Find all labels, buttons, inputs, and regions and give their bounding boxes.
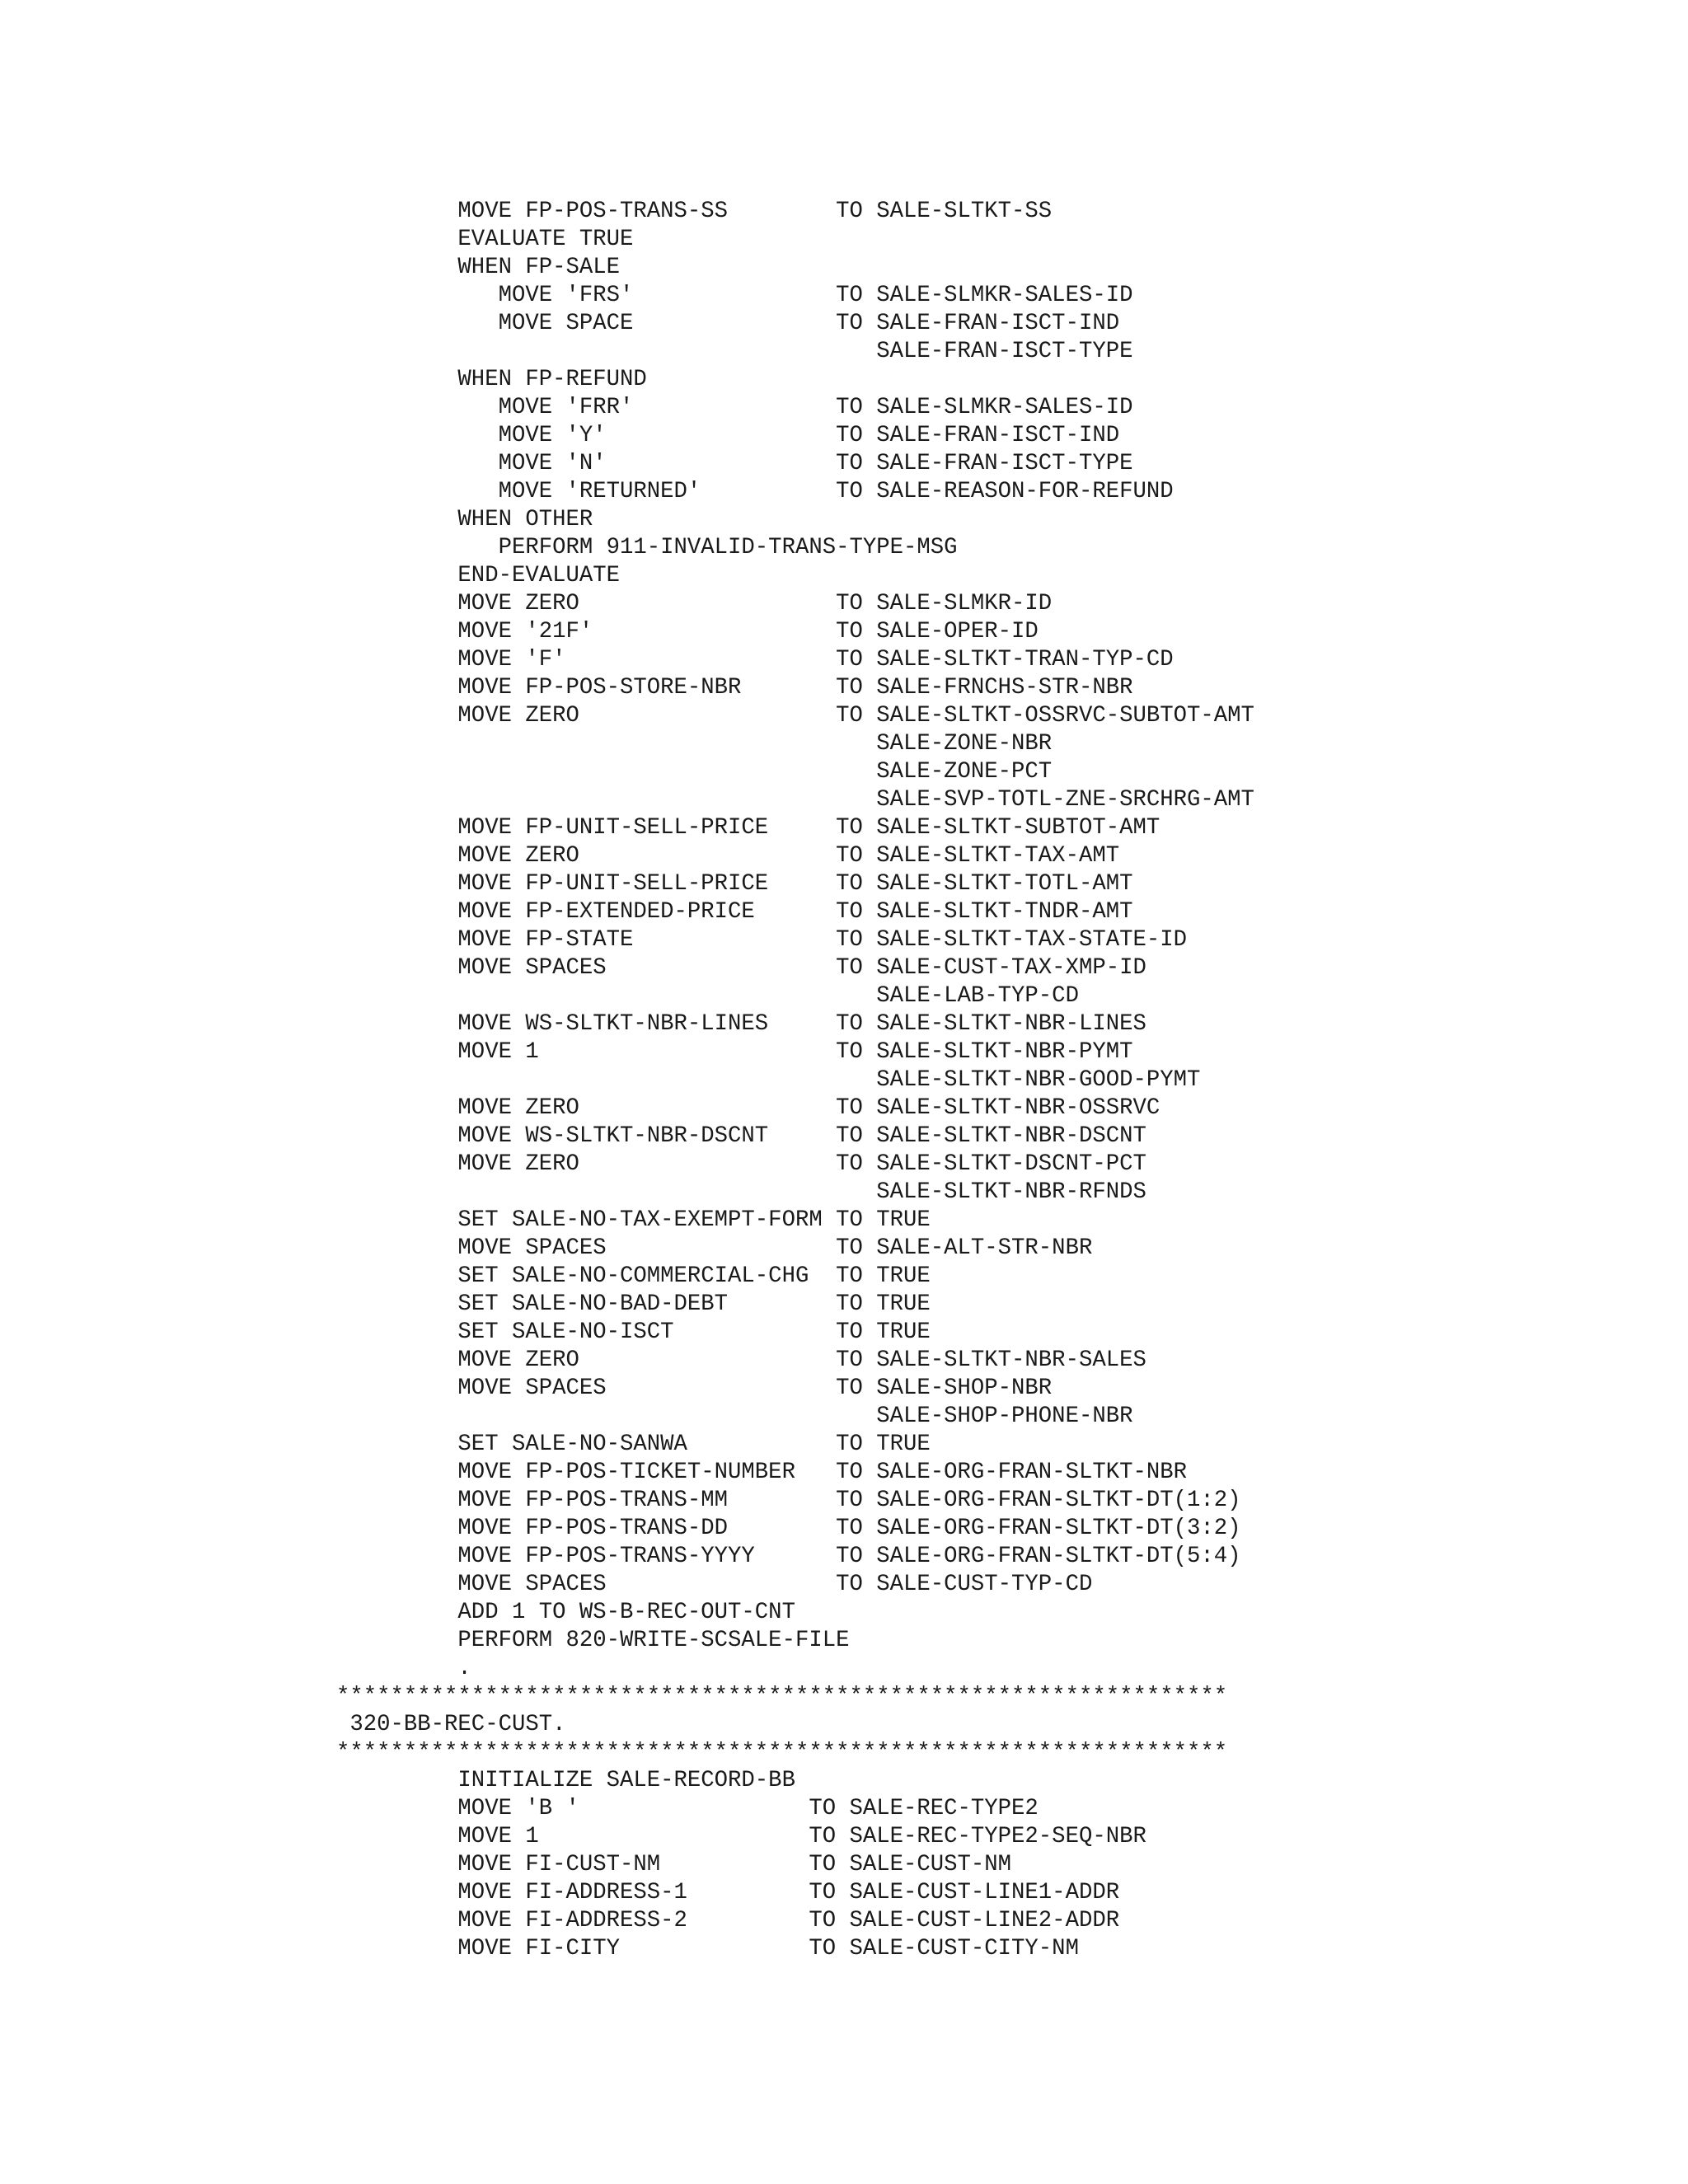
- code-line: MOVE FI-ADDRESS-2 TO SALE-CUST-LINE2-ADDR: [336, 1908, 1120, 1933]
- code-line: MOVE 'Y' TO SALE-FRAN-ISCT-IND: [336, 423, 1120, 448]
- code-line: SET SALE-NO-COMMERCIAL-CHG TO TRUE: [336, 1263, 931, 1289]
- code-line: MOVE ZERO TO SALE-SLTKT-OSSRVC-SUBTOT-AMT: [336, 703, 1254, 729]
- code-line: MOVE 'FRS' TO SALE-SLMKR-SALES-ID: [336, 283, 1133, 308]
- code-line: ADD 1 TO WS-B-REC-OUT-CNT: [336, 1600, 795, 1625]
- code-line: MOVE FI-ADDRESS-1 TO SALE-CUST-LINE1-ADDR: [336, 1880, 1120, 1905]
- code-line: INITIALIZE SALE-RECORD-BB: [336, 1768, 795, 1793]
- code-line: MOVE ZERO TO SALE-SLMKR-ID: [336, 591, 1053, 616]
- code-line: WHEN FP-REFUND: [336, 367, 647, 392]
- code-line: MOVE 'F' TO SALE-SLTKT-TRAN-TYP-CD: [336, 647, 1174, 673]
- code-line: MOVE FP-STATE TO SALE-SLTKT-TAX-STATE-ID: [336, 927, 1187, 953]
- code-line: MOVE 1 TO SALE-SLTKT-NBR-PYMT: [336, 1039, 1133, 1065]
- separator-line: ******************************************************************: [336, 1684, 1228, 1709]
- code-line: WHEN OTHER: [336, 507, 593, 532]
- code-line: MOVE FP-POS-TICKET-NUMBER TO SALE-ORG-FRAN-SLTKT-NBR: [336, 1460, 1187, 1485]
- code-line: SET SALE-NO-SANWA TO TRUE: [336, 1432, 931, 1457]
- code-line: PERFORM 820-WRITE-SCSALE-FILE: [336, 1628, 850, 1653]
- code-line: .: [336, 1656, 471, 1681]
- code-line: MOVE FP-UNIT-SELL-PRICE TO SALE-SLTKT-SUBTOT-AMT: [336, 815, 1160, 841]
- code-line: SALE-SLTKT-NBR-RFNDS: [336, 1179, 1146, 1205]
- code-line: MOVE WS-SLTKT-NBR-LINES TO SALE-SLTKT-NBR-LINES: [336, 1011, 1146, 1037]
- code-line: SALE-SHOP-PHONE-NBR: [336, 1404, 1133, 1429]
- code-line: 320-BB-REC-CUST.: [336, 1712, 566, 1737]
- code-line: MOVE WS-SLTKT-NBR-DSCNT TO SALE-SLTKT-NBR-DSCNT: [336, 1123, 1146, 1149]
- code-line: MOVE 'FRR' TO SALE-SLMKR-SALES-ID: [336, 395, 1133, 420]
- code-line: PERFORM 911-INVALID-TRANS-TYPE-MSG: [336, 535, 958, 560]
- code-line: MOVE FP-POS-TRANS-MM TO SALE-ORG-FRAN-SLTKT-DT(1:2): [336, 1488, 1241, 1513]
- code-line: SET SALE-NO-TAX-EXEMPT-FORM TO TRUE: [336, 1207, 931, 1233]
- code-line: MOVE ZERO TO SALE-SLTKT-NBR-SALES: [336, 1347, 1146, 1373]
- code-line: WHEN FP-SALE: [336, 255, 620, 280]
- code-line: MOVE FP-EXTENDED-PRICE TO SALE-SLTKT-TNDR-AMT: [336, 899, 1133, 925]
- code-line: MOVE SPACE TO SALE-FRAN-ISCT-IND: [336, 311, 1120, 336]
- code-line: MOVE 'RETURNED' TO SALE-REASON-FOR-REFUND: [336, 479, 1174, 504]
- code-line: MOVE SPACES TO SALE-ALT-STR-NBR: [336, 1235, 1093, 1261]
- code-line: MOVE FI-CUST-NM TO SALE-CUST-NM: [336, 1852, 1012, 1877]
- code-line: SALE-FRAN-ISCT-TYPE: [336, 339, 1133, 364]
- code-line: MOVE FP-UNIT-SELL-PRICE TO SALE-SLTKT-TOTL-AMT: [336, 871, 1133, 897]
- code-line: END-EVALUATE: [336, 563, 620, 588]
- code-line: MOVE FP-POS-TRANS-YYYY TO SALE-ORG-FRAN-SLTKT-DT(5:4): [336, 1544, 1241, 1569]
- code-line: SET SALE-NO-ISCT TO TRUE: [336, 1319, 931, 1345]
- code-line: MOVE FI-CITY TO SALE-CUST-CITY-NM: [336, 1936, 1079, 1961]
- code-line: MOVE ZERO TO SALE-SLTKT-DSCNT-PCT: [336, 1151, 1146, 1177]
- code-listing: [336, 198, 1254, 1963]
- code-line: MOVE FP-POS-TRANS-DD TO SALE-ORG-FRAN-SLTKT-DT(3:2): [336, 1516, 1241, 1541]
- code-line: MOVE SPACES TO SALE-CUST-TAX-XMP-ID: [336, 955, 1146, 981]
- code-line: MOVE 1 TO SALE-REC-TYPE2-SEQ-NBR: [336, 1824, 1146, 1849]
- code-line: MOVE '21F' TO SALE-OPER-ID: [336, 619, 1039, 644]
- code-line: SALE-ZONE-PCT: [336, 759, 1053, 785]
- code-line: MOVE ZERO TO SALE-SLTKT-NBR-OSSRVC: [336, 1095, 1160, 1121]
- code-line: SALE-LAB-TYP-CD: [336, 983, 1079, 1009]
- code-line: SALE-SVP-TOTL-ZNE-SRCHRG-AMT: [336, 787, 1254, 813]
- code-line: SET SALE-NO-BAD-DEBT TO TRUE: [336, 1291, 931, 1317]
- code-line: MOVE SPACES TO SALE-SHOP-NBR: [336, 1376, 1053, 1401]
- code-line: MOVE ZERO TO SALE-SLTKT-TAX-AMT: [336, 843, 1120, 869]
- separator-line: ******************************************************************: [336, 1740, 1228, 1765]
- code-line: EVALUATE TRUE: [336, 227, 634, 252]
- code-line: MOVE FP-POS-TRANS-SS TO SALE-SLTKT-SS: [336, 199, 1053, 224]
- code-line: MOVE 'N' TO SALE-FRAN-ISCT-TYPE: [336, 451, 1133, 476]
- code-line: SALE-ZONE-NBR: [336, 731, 1053, 757]
- code-line: MOVE 'B ' TO SALE-REC-TYPE2: [336, 1796, 1039, 1821]
- code-line: SALE-SLTKT-NBR-GOOD-PYMT: [336, 1067, 1201, 1093]
- code-line: MOVE SPACES TO SALE-CUST-TYP-CD: [336, 1572, 1093, 1597]
- code-line: MOVE FP-POS-STORE-NBR TO SALE-FRNCHS-STR-NBR: [336, 675, 1133, 701]
